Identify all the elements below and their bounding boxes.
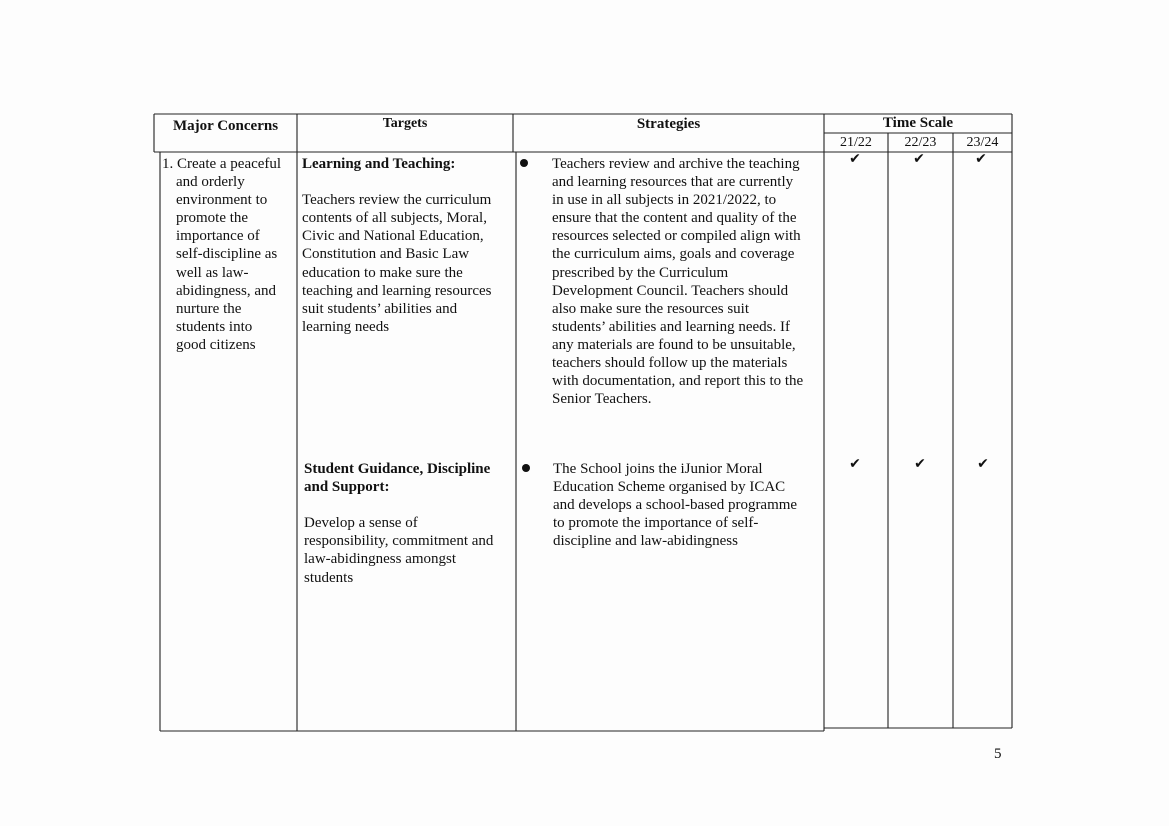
major-concern-line: well as law-	[176, 264, 249, 281]
strategy-line: also make sure the resources suit	[552, 300, 750, 317]
target-line: Civic and National Education,	[302, 228, 484, 245]
strategy-line: students’ abilities and learning needs. If	[552, 318, 790, 335]
target-heading: Student Guidance, Discipline	[304, 461, 491, 477]
strategy-line: with documentation, and report this to the	[552, 373, 804, 390]
check-icon: ✔	[849, 456, 861, 472]
strategy-line: resources selected or compiled align with	[552, 228, 801, 245]
strategy-line: and learning resources that are currently	[552, 174, 794, 191]
target-line: Teachers review the curriculum	[302, 192, 492, 209]
strategy-line: Teachers review and archive the teaching	[552, 156, 800, 172]
strategy-line: teachers should follow up the materials	[552, 355, 788, 372]
header-time-scale: Time Scale	[882, 115, 954, 131]
strategy-learning-teaching	[552, 155, 803, 408]
major-concern-line: good citizens	[176, 336, 256, 353]
target-line: Develop a sense of	[304, 515, 418, 532]
strategy-line: Senior Teachers.	[552, 391, 652, 408]
header-targets: Targets	[382, 116, 428, 131]
target-learning-teaching	[302, 155, 492, 336]
check-icon: ✔	[914, 456, 926, 472]
strategy-student-guidance	[553, 460, 797, 550]
target-line: students	[304, 569, 354, 586]
strategy-line: Development Council. Teachers should	[552, 282, 789, 299]
header-major-concerns: Major Concerns	[172, 118, 279, 134]
strategy-line: in use in all subjects in 2021/2022, to	[552, 192, 777, 209]
check-icon: ✔	[977, 456, 989, 472]
check-icon: ✔	[913, 151, 925, 167]
header-strategies: Strategies	[636, 116, 701, 132]
major-concern-line: importance of	[176, 228, 260, 245]
major-concern	[162, 155, 281, 354]
strategy-line: discipline and law-abidingness	[553, 533, 738, 550]
target-line: law-abidingness amongst	[304, 551, 457, 568]
major-concern-line: nurture the	[176, 300, 242, 317]
bullet-icon	[520, 159, 528, 167]
strategy-line: prescribed by the Curriculum	[552, 264, 729, 281]
year-2324: 23/24	[966, 135, 999, 150]
target-line: Constitution and Basic Law	[302, 246, 470, 263]
year-2223: 22/23	[904, 135, 937, 150]
strategy-line: the curriculum aims, goals and coverage	[552, 246, 795, 263]
strategy-line: and develops a school-based programme	[553, 497, 798, 514]
target-line: learning needs	[302, 318, 390, 335]
year-2122: 21/22	[840, 135, 872, 150]
target-line: responsibility, commitment and	[304, 533, 494, 550]
target-heading: and Support:	[304, 479, 390, 496]
strategy-line: to promote the importance of self-	[553, 515, 759, 532]
target-line: contents of all subjects, Moral,	[302, 210, 487, 227]
strategy-line: any materials are found to be unsuitable,	[552, 336, 796, 353]
check-icon: ✔	[849, 151, 861, 167]
check-icon: ✔	[975, 151, 987, 167]
target-heading: Learning and Teaching:	[302, 156, 456, 172]
target-student-guidance	[304, 460, 493, 587]
target-line: suit students’ abilities and	[302, 300, 458, 317]
major-concern-line: 1. Create a peaceful	[162, 156, 282, 172]
page-number: 5	[994, 746, 1002, 762]
major-concern-line: environment to	[176, 192, 268, 209]
major-concern-line: promote the	[176, 210, 249, 227]
strategy-line: ensure that the content and quality of the	[552, 210, 797, 227]
target-line: education to make sure the	[302, 264, 463, 281]
strategy-line: The School joins the iJunior Moral	[553, 461, 763, 477]
major-concern-line: students into	[176, 318, 253, 335]
bullet-icon	[522, 464, 530, 472]
target-line: teaching and learning resources	[302, 282, 492, 299]
strategy-line: Education Scheme organised by ICAC	[553, 479, 786, 496]
major-concern-line: and orderly	[176, 174, 245, 191]
major-concern-line: self-discipline as	[176, 246, 278, 263]
major-concern-line: abidingness, and	[176, 282, 276, 299]
